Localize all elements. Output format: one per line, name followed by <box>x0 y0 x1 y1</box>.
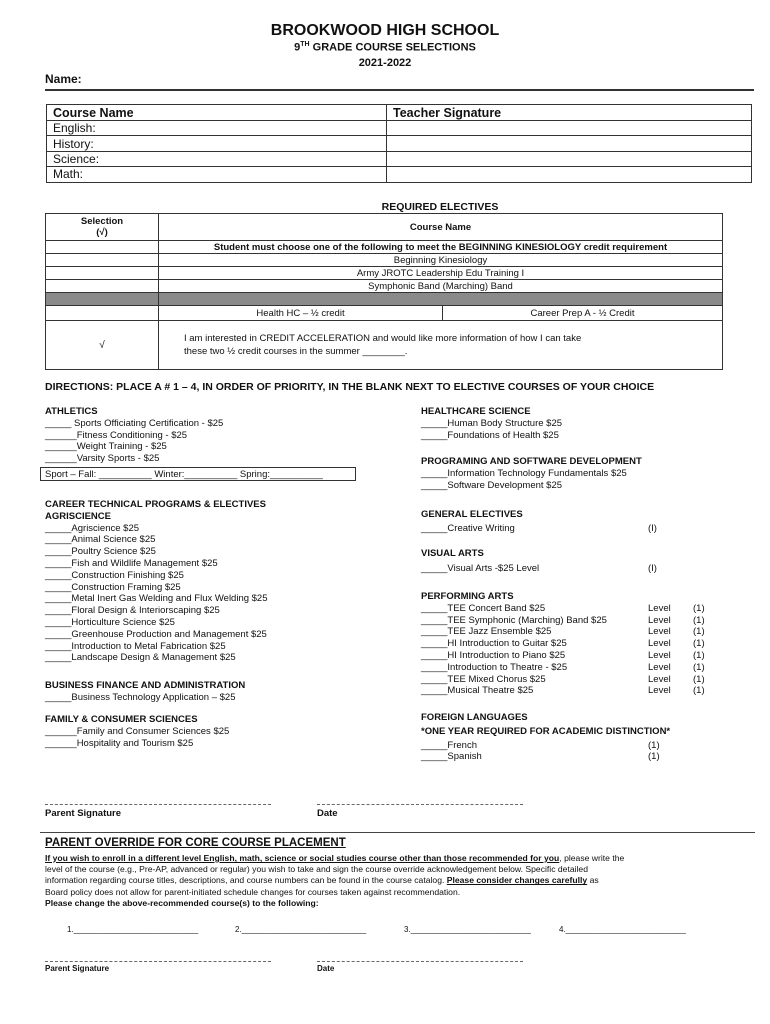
accel-line: these two ½ credit courses in the summer ________. <box>184 346 408 357</box>
teacher-signature-field[interactable] <box>387 167 752 182</box>
list-item[interactable] <box>421 626 741 638</box>
override-paragraph <box>45 853 765 909</box>
directions: DIRECTIONS: PLACE A # 1 – 4, IN ORDER OF PRIORITY, IN THE BLANK NEXT TO ELECTIVE COURSES OF YOUR CHOICE <box>45 381 655 393</box>
list-item[interactable] <box>45 641 375 653</box>
school-title: BROOKWOOD HIGH SCHOOL <box>270 22 500 39</box>
course-label: _____Construction Finishing $25 <box>45 569 184 581</box>
override-text: information regarding course titles, descriptions, and course numbers can be found in the course catalog. <box>45 875 447 886</box>
list-item[interactable] <box>421 674 741 686</box>
table-row <box>47 151 752 166</box>
selection-cell[interactable] <box>46 306 159 321</box>
list-item[interactable] <box>421 430 741 442</box>
section-title-text: CAREER TECHNICAL PROGRAMS & ELECTIVES <box>45 499 266 510</box>
parent-signature-label: Parent Signature <box>45 808 122 819</box>
list-item[interactable] <box>421 615 741 627</box>
selection-header <box>46 214 159 241</box>
course-level-label: Level <box>648 614 671 626</box>
course-level-tag: (1) <box>693 602 705 614</box>
course-label: ______Family and Consumer Sciences $25 <box>45 725 230 737</box>
override-line <box>45 853 765 864</box>
course-label: ______Fitness Conditioning - $25 <box>45 429 188 441</box>
list-item[interactable] <box>45 593 375 605</box>
course-name-header: Course Name <box>159 214 723 241</box>
note-text: *ONE YEAR REQUIRED FOR ACADEMIC DISTINCTION* <box>421 725 671 737</box>
table-row <box>46 267 723 280</box>
required-electives-table <box>45 213 723 370</box>
list-item[interactable] <box>421 751 741 763</box>
course-level-tag: (1) <box>648 739 660 751</box>
fcs-title <box>45 714 375 726</box>
general-electives-title <box>421 509 741 521</box>
list-item[interactable] <box>421 480 741 492</box>
required-electives-title: REQUIRED ELECTIVES <box>381 201 499 213</box>
override-blank-2[interactable]: 2.____________________________ <box>235 925 367 934</box>
course-label: ______Varsity Sports - $25 <box>45 453 160 465</box>
course-level-label: Level <box>648 602 671 614</box>
override-line <box>45 875 765 886</box>
course-level-tag: (1) <box>693 649 705 661</box>
table-row <box>46 241 723 254</box>
career-prep-course: Career Prep A - ½ Credit <box>443 306 723 321</box>
course-label: _____TEE Jazz Ensemble $25 <box>421 626 552 638</box>
foreign-languages-title <box>421 712 741 724</box>
list-item[interactable] <box>45 582 375 594</box>
override-date-line[interactable] <box>317 961 523 962</box>
course-label: _____ Sports Officiating Certification - $25 <box>45 417 224 429</box>
family-consumer-section <box>45 714 375 749</box>
elective-option: Symphonic Band (Marching) Band <box>159 280 723 293</box>
list-item[interactable] <box>45 738 375 750</box>
section-title-text: FOREIGN LANGUAGES <box>421 712 528 723</box>
override-date-label: Date <box>317 964 335 973</box>
course-label: _____Human Body Structure $25 <box>421 417 563 429</box>
elective-option: Beginning Kinesiology <box>159 254 723 267</box>
course-label: _____Poultry Science $25 <box>45 546 156 558</box>
section-title-text: BUSINESS FINANCE AND ADMINISTRATION <box>45 680 246 691</box>
override-instruction: Please change the above-recommended course(s) to the following: <box>45 897 319 908</box>
list-item[interactable] <box>45 558 375 570</box>
course-level-label: Level <box>648 626 671 638</box>
course-level-tag: (1) <box>648 751 660 763</box>
list-item[interactable] <box>421 468 741 480</box>
course-label: _____TEE Concert Band $25 <box>421 602 546 614</box>
course-label: _____TEE Mixed Chorus $25 <box>421 673 546 685</box>
performing-arts-section <box>421 591 741 697</box>
override-blank-4[interactable]: 4.___________________________ <box>559 925 686 934</box>
requirement-note: Student must choose one of the following to meet the BEGINNING KINESIOLOGY credit requirement <box>159 241 723 254</box>
name-label: Name: <box>45 72 82 86</box>
section-title-text: VISUAL ARTS <box>421 548 484 559</box>
list-item[interactable] <box>45 629 375 641</box>
list-item[interactable] <box>421 523 741 535</box>
course-level-label: Level <box>648 649 671 661</box>
list-item[interactable] <box>421 638 741 650</box>
override-text: , please write the <box>559 853 625 863</box>
section-title-text: AGRISCIENCE <box>45 510 111 522</box>
override-blank-1[interactable]: 1.____________________________ <box>67 925 199 934</box>
core-course-table <box>46 104 752 183</box>
section-divider <box>40 832 755 833</box>
course-label: _____Foundations of Health $25 <box>421 429 559 441</box>
course-label: _____Musical Theatre $25 <box>421 685 534 697</box>
section-title-text: FAMILY & CONSUMER SCIENCES <box>45 714 198 725</box>
foreign-languages-section <box>421 712 741 763</box>
list-item[interactable] <box>421 418 741 430</box>
core-course-english: English: <box>47 121 387 136</box>
list-item[interactable] <box>45 546 375 558</box>
visual-arts-title <box>421 548 741 560</box>
course-label: _____Metal Inert Gas Welding and Flux Welding $25 <box>45 593 268 605</box>
course-label: _____Fish and Wildlife Management $25 <box>45 557 218 569</box>
date-line[interactable] <box>317 804 523 805</box>
table-row <box>47 105 752 121</box>
teacher-signature-field[interactable] <box>387 121 752 136</box>
list-item[interactable] <box>421 563 741 575</box>
grade-title <box>0 41 770 54</box>
table-row <box>46 306 723 321</box>
grade-sup: TH <box>300 41 310 48</box>
course-level-tag: (I) <box>648 522 657 534</box>
list-item[interactable] <box>45 605 375 617</box>
shaded-separator <box>159 293 723 306</box>
course-label: _____Floral Design & Interiorscaping $25 <box>45 605 220 617</box>
section-title-text: PERFORMING ARTS <box>421 591 514 602</box>
selection-cell[interactable] <box>46 267 159 280</box>
list-item[interactable] <box>421 685 741 697</box>
table-row <box>46 254 723 267</box>
course-label: _____HI Introduction to Guitar $25 <box>421 638 567 650</box>
credit-acceleration-note <box>159 321 723 370</box>
list-item[interactable] <box>45 523 375 535</box>
table-row <box>46 214 723 241</box>
course-label: _____Greenhouse Production and Management $25 <box>45 628 267 640</box>
healthcare-section <box>421 406 741 441</box>
course-level-tag: (1) <box>693 661 705 673</box>
selection-check[interactable]: √ <box>46 321 159 370</box>
agriscience-title <box>45 511 375 523</box>
list-item[interactable] <box>421 740 741 752</box>
name-line[interactable] <box>45 89 754 91</box>
course-level-label: Level <box>648 685 671 697</box>
course-label: ______Hospitality and Tourism $25 <box>45 737 194 749</box>
foreign-language-note <box>421 726 741 738</box>
course-label: _____Construction Framing $25 <box>45 581 181 593</box>
teacher-signature-header: Teacher Signature <box>387 105 752 121</box>
table-row <box>46 293 723 306</box>
selection-header-check: (√) <box>96 227 108 238</box>
course-label: _____Business Technology Application – $25 <box>45 691 236 703</box>
sport-season-box[interactable]: Sport – Fall: __________ Winter:__________ Spring:__________ <box>40 467 356 481</box>
general-electives-section <box>421 509 741 535</box>
section-title-text: PROGRAMING AND SOFTWARE DEVELOPMENT <box>421 456 642 467</box>
course-label: _____TEE Symphonic (Marching) Band $25 <box>421 614 607 626</box>
course-label: _____Horticulture Science $25 <box>45 616 175 628</box>
override-emphasis: If you wish to enroll in a different level English, math, science or social studies course other than those recommended for you <box>45 853 560 863</box>
list-item[interactable] <box>45 617 375 629</box>
grade-prefix: 9 <box>294 41 301 54</box>
list-item[interactable] <box>45 418 375 430</box>
list-item[interactable] <box>45 430 375 442</box>
table-row <box>46 280 723 293</box>
override-line: Board policy does not allow for parent-initiated schedule changes for courses taken against recommendation. <box>45 886 461 897</box>
course-label: ______Weight Training - $25 <box>45 441 167 453</box>
athletics-title <box>45 406 375 418</box>
list-item[interactable] <box>45 441 375 453</box>
section-title-text: GENERAL ELECTIVES <box>421 509 523 520</box>
list-item[interactable] <box>45 726 375 738</box>
selection-cell[interactable] <box>46 280 159 293</box>
grade-suffix: GRADE COURSE SELECTIONS <box>309 41 476 54</box>
date-label: Date <box>317 808 338 819</box>
override-blank-3[interactable]: 3.___________________________ <box>404 925 531 934</box>
override-parent-signature-label: Parent Signature <box>45 964 110 973</box>
course-level-label: Level <box>648 673 671 685</box>
list-item[interactable] <box>421 650 741 662</box>
course-level-tag: (1) <box>693 673 705 685</box>
course-label: _____Visual Arts -$25 Level <box>421 562 540 574</box>
left-column <box>45 406 375 465</box>
parent-signature-line[interactable] <box>45 804 271 805</box>
course-label: _____HI Introduction to Piano $25 <box>421 649 566 661</box>
list-item[interactable] <box>45 570 375 582</box>
course-level-tag: (1) <box>693 685 705 697</box>
course-label: _____Creative Writing <box>421 522 515 534</box>
list-item[interactable] <box>421 662 741 674</box>
programming-section <box>421 456 741 491</box>
list-item[interactable] <box>45 453 375 465</box>
core-course-science: Science: <box>47 151 387 166</box>
course-label: _____Introduction to Theatre - $25 <box>421 661 568 673</box>
visual-arts-section <box>421 548 741 575</box>
elective-option: Army JROTC Leadership Edu Training I <box>159 267 723 280</box>
course-label: _____Agriscience $25 <box>45 522 140 534</box>
core-course-history: History: <box>47 136 387 151</box>
course-name-header: Course Name <box>47 105 387 121</box>
course-level-tag: (1) <box>693 626 705 638</box>
health-course: Health HC – ½ credit <box>159 306 443 321</box>
selection-header-label: Selection <box>80 216 124 227</box>
course-level-label: Level <box>648 638 671 650</box>
override-emphasis: Please consider changes carefully <box>446 875 588 886</box>
course-label: _____Spanish <box>421 751 482 763</box>
teacher-signature-field[interactable] <box>387 136 752 151</box>
course-label: _____French <box>421 739 477 751</box>
course-label: _____Software Development $25 <box>421 479 563 491</box>
performing-arts-title <box>421 591 741 603</box>
override-text: as <box>587 875 599 886</box>
business-title <box>45 680 375 692</box>
ctp-title <box>45 499 375 511</box>
list-item[interactable] <box>421 603 741 615</box>
table-row <box>47 136 752 151</box>
accel-line: I am interested in CREDIT ACCELERATION and would like more information of how I can take <box>184 333 582 344</box>
section-title-text: ATHLETICS <box>45 406 98 417</box>
programming-title <box>421 456 741 468</box>
list-item[interactable] <box>45 534 375 546</box>
override-parent-signature-line[interactable] <box>45 961 271 962</box>
section-title-text: HEALTHCARE SCIENCE <box>421 406 531 417</box>
table-row <box>46 321 723 370</box>
course-label: _____Information Technology Fundamentals $25 <box>421 467 627 479</box>
course-level-tag: (1) <box>693 614 705 626</box>
course-level-label: Level <box>648 661 671 673</box>
table-row <box>47 167 752 182</box>
core-course-math: Math: <box>47 167 387 182</box>
course-label: _____Introduction to Metal Fabrication $25 <box>45 640 226 652</box>
healthcare-title <box>421 406 741 418</box>
override-line: level of the course (e.g., Pre-AP, advanced or regular) you wish to take and sign the course override acknowledgement below. Specific detailed <box>45 864 588 875</box>
shaded-separator <box>46 293 159 306</box>
selection-cell[interactable] <box>46 241 159 254</box>
course-label: _____Landscape Design & Management $25 <box>45 652 236 664</box>
course-level-tag: (1) <box>693 638 705 650</box>
table-row <box>47 121 752 136</box>
career-technical-section <box>45 499 375 664</box>
course-level-tag: (I) <box>648 562 657 574</box>
list-item[interactable] <box>45 692 375 704</box>
business-section <box>45 680 375 704</box>
course-label: _____Animal Science $25 <box>45 534 156 546</box>
selection-cell[interactable] <box>46 254 159 267</box>
school-year: 2021-2022 <box>358 57 412 69</box>
override-title: PARENT OVERRIDE FOR CORE COURSE PLACEMENT <box>45 837 346 849</box>
teacher-signature-field[interactable] <box>387 151 752 166</box>
list-item[interactable] <box>45 652 375 664</box>
